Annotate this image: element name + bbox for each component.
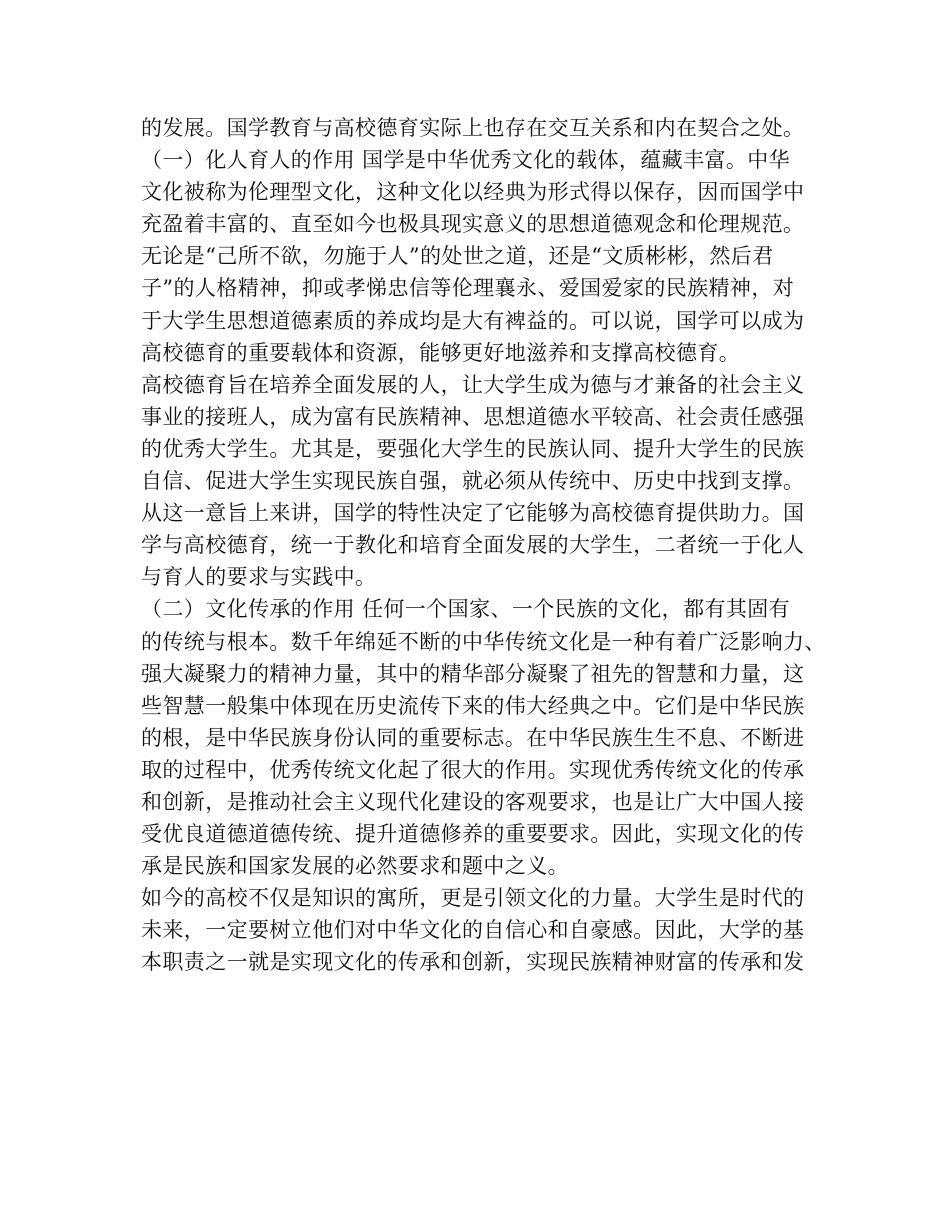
text-line: 无论是“己所不欲，勿施于人”的处世之道，还是“文质彬彬，然后君 [141,244,774,269]
text-line: 未来，一定要树立他们对中华文化的自信心和自豪感。因此，大学的基 [141,918,805,943]
text-line: 子”的人格精神，抑或孝悌忠信等伦理襄永、爱国爱家的民族精神，对 [141,276,795,301]
text-line: 本职责之一就是实现文化的传承和创新，实现民族精神财富的传承和发 [141,950,805,975]
text-line: 承是民族和国家发展的必然要求和题中之义。 [141,854,569,879]
text-line: 事业的接班人，成为富有民族精神、思想道德水平较高、社会责任感强 [141,404,805,429]
text-line: 与育人的要求与实践中。 [141,565,377,590]
text-line: 于大学生思想道德素质的养成均是大有裨益的。可以说，国学可以成为 [141,308,805,333]
text-line: 的优秀大学生。尤其是，要强化大学生的民族认同、提升大学生的民族 [141,436,805,461]
section-heading-line: （二）文化传承的作用 任何一个国家、一个民族的文化，都有其固有 [141,597,791,622]
text-line: 和创新，是推动社会主义现代化建设的客观要求，也是让广大中国人接 [141,789,805,814]
text-line: 学与高校德育，统一于教化和培育全面发展的大学生，二者统一于化人 [141,533,805,558]
text-line: 从这一意旨上来讲，国学的特性决定了它能够为高校德育提供助力。国 [141,501,805,526]
document-body [141,112,826,979]
text-line: 高校德育的重要载体和资源，能够更好地滋养和支撑高校德育。 [141,340,741,365]
text-line: 取的过程中，优秀传统文化起了很大的作用。实现优秀传统文化的传承 [141,757,805,782]
paragraph-start-line: 高校德育旨在培养全面发展的人，让大学生成为德与才兼备的社会主义 [141,372,805,397]
text-line: 强大凝聚力的精神力量，其中的精华部分凝聚了祖先的智慧和力量，这 [141,661,805,686]
text-line: 些智慧一般集中体现在历史流传下来的伟大经典之中。它们是中华民族 [141,693,805,718]
paragraph-start-line: 如今的高校不仅是知识的寓所，更是引领文化的力量。大学生是时代的 [141,886,805,911]
text-line: 的传统与根本。数千年绵延不断的中华传统文化是一种有着广泛影响力、 [141,629,826,654]
text-line: 受优良道德道德传统、提升道德修养的重要要求。因此，实现文化的传 [141,822,805,847]
text-line: 自信、促进大学生实现民族自强，就必须从传统中、历史中找到支撑。 [141,469,805,494]
text-line: 充盈着丰富的、直至如今也极具现实意义的思想道德观念和伦理规范。 [141,212,805,237]
text-line: 文化被称为伦理型文化，这种文化以经典为形式得以保存，因而国学中 [141,180,805,205]
section-heading-line: （一）化人育人的作用 国学是中华优秀文化的载体，蕴藏丰富。中华 [141,148,791,173]
text-line: 的根，是中华民族身份认同的重要标志。在中华民族生生不息、不断进 [141,725,805,750]
text-line: 的发展。国学教育与高校德育实际上也存在交互关系和内在契合之处。 [141,116,805,140]
